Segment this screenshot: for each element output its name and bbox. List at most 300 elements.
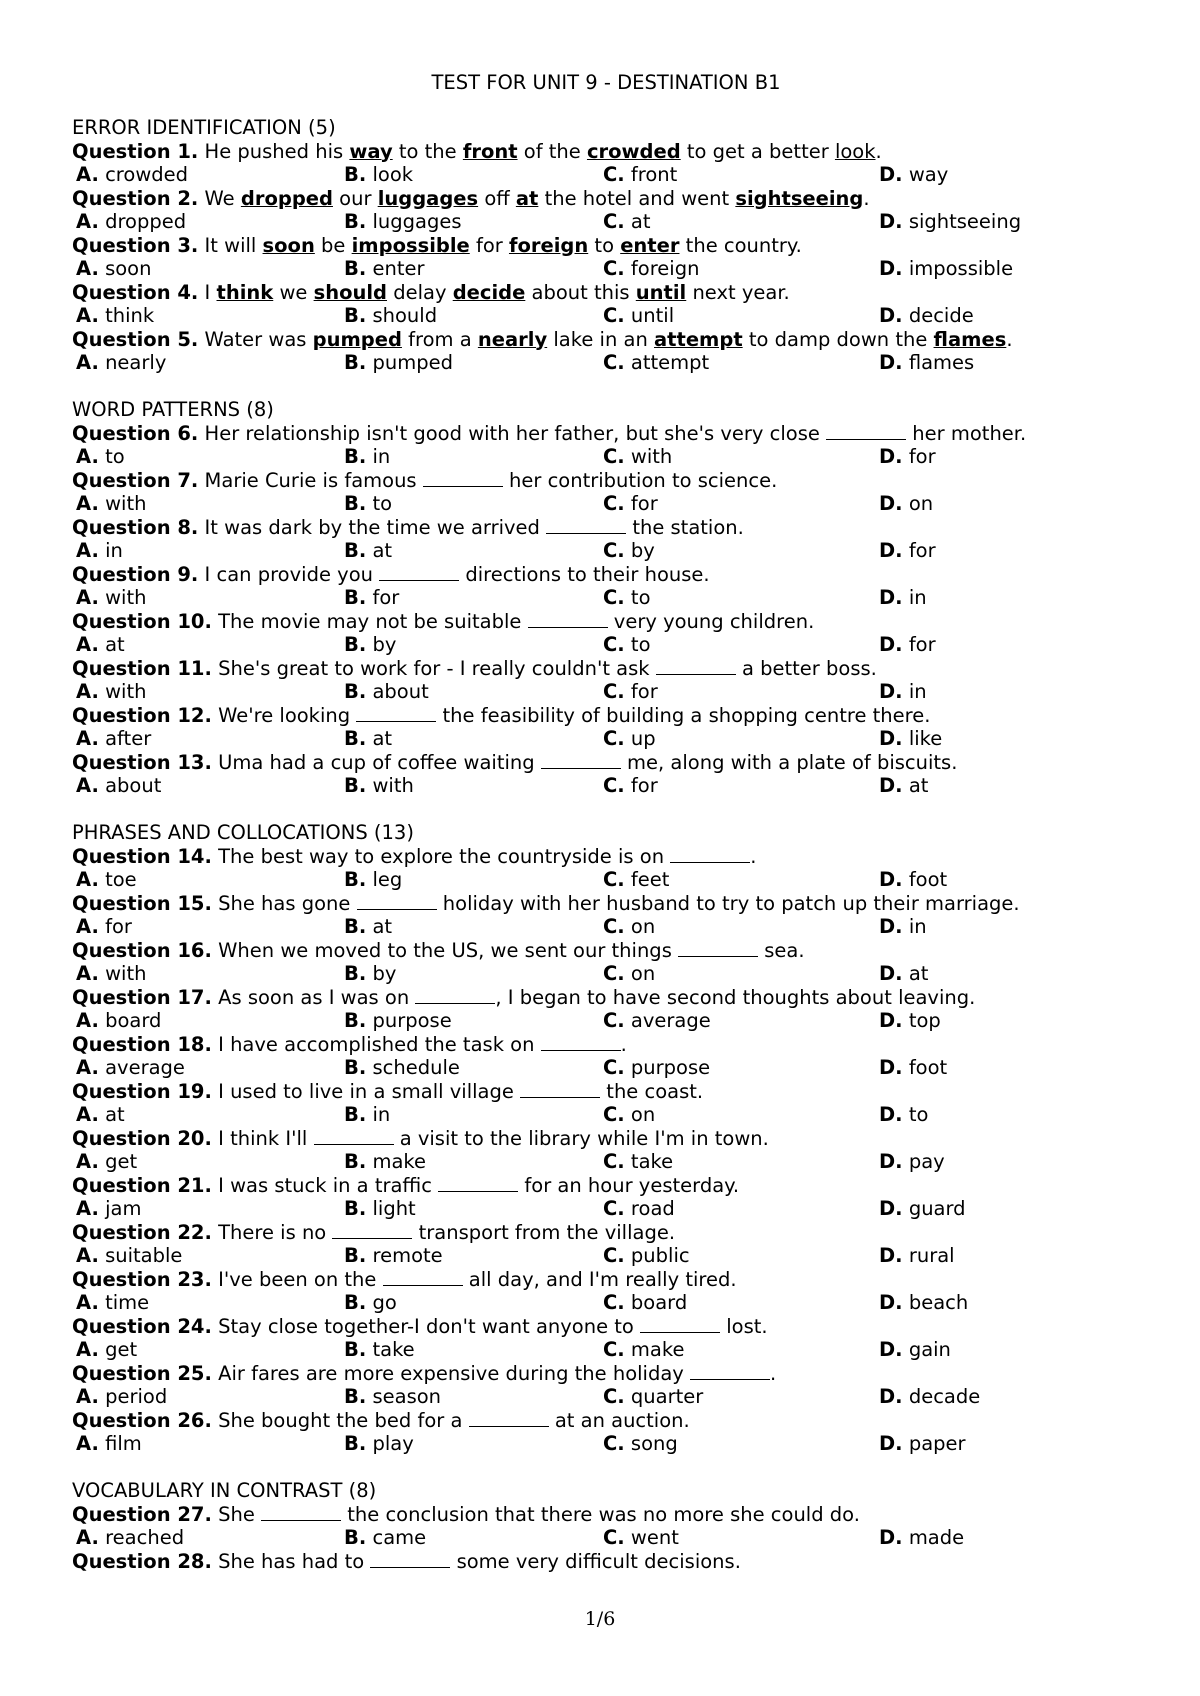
question-number: Question 1. bbox=[72, 139, 199, 163]
question-number: Question 10. bbox=[72, 609, 212, 633]
question-text bbox=[72, 939, 1140, 963]
answer-blank bbox=[520, 1082, 600, 1098]
answer-option-b bbox=[344, 1150, 426, 1174]
option-text: get bbox=[105, 1150, 138, 1173]
answer-option-d bbox=[879, 633, 936, 657]
option-text: about bbox=[105, 774, 162, 797]
option-text: board bbox=[630, 1291, 688, 1314]
question-fragment: Uma had a cup of coffee waiting bbox=[211, 750, 541, 774]
answer-option-a bbox=[76, 304, 154, 328]
question-fragment: to get a better bbox=[680, 139, 835, 163]
option-letter: C. bbox=[603, 1103, 625, 1126]
option-letter: D. bbox=[879, 1244, 903, 1267]
option-letter: A. bbox=[76, 304, 99, 327]
option-letter: D. bbox=[879, 1385, 903, 1408]
option-text: enter bbox=[372, 257, 425, 280]
option-letter: C. bbox=[603, 163, 625, 186]
question-fragment: lake in an bbox=[547, 327, 655, 351]
option-letter: B. bbox=[344, 680, 367, 703]
option-letter: C. bbox=[603, 492, 625, 515]
option-letter: C. bbox=[603, 1150, 625, 1173]
option-text: went bbox=[630, 1526, 679, 1549]
answer-option-c bbox=[603, 351, 709, 375]
answer-option-c bbox=[603, 1056, 710, 1080]
option-letter: D. bbox=[879, 1291, 903, 1314]
answer-option-b bbox=[344, 680, 429, 704]
option-text: look bbox=[372, 163, 414, 186]
answer-option-b bbox=[344, 633, 396, 657]
question-text bbox=[72, 140, 1140, 164]
option-letter: D. bbox=[879, 633, 903, 656]
question-text bbox=[72, 281, 1140, 305]
test-body bbox=[72, 116, 1140, 1573]
option-letter: B. bbox=[344, 539, 367, 562]
answer-options bbox=[72, 633, 1140, 657]
option-text: get bbox=[105, 1338, 138, 1361]
question-fragment: It was dark by the time we arrived bbox=[198, 515, 547, 539]
answer-option-c bbox=[603, 727, 656, 751]
option-text: soon bbox=[105, 257, 152, 280]
option-text: period bbox=[105, 1385, 168, 1408]
answer-blank bbox=[357, 894, 437, 910]
question-fragment: the country. bbox=[679, 233, 802, 257]
option-text: to bbox=[908, 1103, 929, 1126]
option-text: with bbox=[630, 445, 673, 468]
option-letter: C. bbox=[603, 962, 625, 985]
option-text: average bbox=[105, 1056, 185, 1079]
question-number: Question 15. bbox=[72, 891, 212, 915]
answer-option-b bbox=[344, 1291, 397, 1315]
question-number: Question 14. bbox=[72, 844, 212, 868]
option-text: at bbox=[372, 539, 393, 562]
answer-option-b bbox=[344, 1432, 414, 1456]
option-text: purpose bbox=[630, 1056, 711, 1079]
option-text: for bbox=[630, 680, 658, 703]
option-text: at bbox=[372, 727, 393, 750]
answer-blank bbox=[370, 1552, 450, 1568]
answer-options bbox=[72, 680, 1140, 704]
option-letter: B. bbox=[344, 915, 367, 938]
question-number: Question 27. bbox=[72, 1502, 212, 1526]
answer-option-c bbox=[603, 680, 658, 704]
option-text: by bbox=[372, 962, 397, 985]
answer-option-c bbox=[603, 445, 672, 469]
answer-option-d bbox=[879, 1244, 955, 1268]
answer-blank bbox=[415, 988, 495, 1004]
option-text: sightseeing bbox=[908, 210, 1022, 233]
option-letter: D. bbox=[879, 868, 903, 891]
option-text: pumped bbox=[372, 351, 453, 374]
underlined-word: attempt bbox=[654, 327, 743, 351]
answer-options bbox=[72, 1103, 1140, 1127]
question-fragment: It will bbox=[198, 233, 263, 257]
question-number: Question 26. bbox=[72, 1408, 212, 1432]
question-number: Question 4. bbox=[72, 280, 199, 304]
underlined-word: way bbox=[349, 139, 393, 163]
option-letter: C. bbox=[603, 680, 625, 703]
option-letter: A. bbox=[76, 257, 99, 280]
question-fragment: . bbox=[750, 844, 757, 868]
answer-option-d bbox=[879, 962, 928, 986]
option-letter: B. bbox=[344, 492, 367, 515]
option-letter: B. bbox=[344, 163, 367, 186]
answer-option-b bbox=[344, 868, 402, 892]
option-letter: C. bbox=[603, 351, 625, 374]
answer-option-b bbox=[344, 1385, 441, 1409]
option-text: impossible bbox=[908, 257, 1014, 280]
question-fragment: from a bbox=[401, 327, 478, 351]
option-letter: B. bbox=[344, 1291, 367, 1314]
option-letter: D. bbox=[879, 1197, 903, 1220]
underlined-word: luggages bbox=[377, 186, 479, 210]
option-letter: B. bbox=[344, 1197, 367, 1220]
question-fragment: She has gone bbox=[211, 891, 357, 915]
option-letter: C. bbox=[603, 586, 625, 609]
option-text: jam bbox=[105, 1197, 142, 1220]
question-fragment: for an hour yesterday. bbox=[518, 1173, 740, 1197]
option-letter: C. bbox=[603, 1244, 625, 1267]
answer-option-a bbox=[76, 210, 186, 234]
underlined-word: pumped bbox=[312, 327, 402, 351]
option-text: front bbox=[630, 163, 678, 186]
option-letter: B. bbox=[344, 1009, 367, 1032]
option-text: pay bbox=[908, 1150, 945, 1173]
answer-option-b bbox=[344, 1244, 443, 1268]
answer-option-c bbox=[603, 1103, 655, 1127]
option-text: at bbox=[105, 1103, 125, 1126]
option-text: should bbox=[372, 304, 438, 327]
option-text: with bbox=[105, 492, 147, 515]
question-fragment: Marie Curie is famous bbox=[198, 468, 423, 492]
answer-option-a bbox=[76, 962, 146, 986]
option-letter: B. bbox=[344, 1244, 367, 1267]
answer-option-d bbox=[879, 774, 928, 798]
option-text: song bbox=[630, 1432, 678, 1455]
option-text: flames bbox=[908, 351, 975, 374]
option-text: on bbox=[908, 492, 934, 515]
answer-options bbox=[72, 445, 1140, 469]
answer-option-c bbox=[603, 539, 655, 563]
answer-blank bbox=[541, 753, 621, 769]
answer-option-c bbox=[603, 210, 651, 234]
question-fragment: When we moved to the US, we sent our things bbox=[211, 938, 679, 962]
page-number: 1/6 bbox=[584, 1608, 616, 1630]
option-letter: B. bbox=[344, 633, 367, 656]
question-fragment: We're looking bbox=[211, 703, 357, 727]
option-letter: C. bbox=[603, 1009, 625, 1032]
option-letter: D. bbox=[879, 774, 903, 797]
option-letter: A. bbox=[76, 727, 99, 750]
question-fragment: I think I'll bbox=[211, 1126, 314, 1150]
option-text: leg bbox=[372, 868, 403, 891]
question-fragment: As soon as I was on bbox=[211, 985, 416, 1009]
answer-options bbox=[72, 351, 1140, 375]
option-text: attempt bbox=[630, 351, 710, 374]
option-letter: A. bbox=[76, 1526, 99, 1549]
answer-option-c bbox=[603, 1291, 687, 1315]
question-fragment: , I began to have second thoughts about leaving. bbox=[495, 985, 976, 1009]
question-fragment: off bbox=[478, 186, 516, 210]
question-fragment: She bbox=[211, 1502, 262, 1526]
answer-blank bbox=[469, 1411, 549, 1427]
answer-blank bbox=[640, 1317, 720, 1333]
question-fragment: I have accomplished the task on bbox=[211, 1032, 541, 1056]
answer-option-b bbox=[344, 445, 390, 469]
question-text bbox=[72, 1174, 1140, 1198]
option-letter: C. bbox=[603, 1056, 625, 1079]
answer-options bbox=[72, 304, 1140, 328]
option-letter: D. bbox=[879, 163, 903, 186]
option-letter: C. bbox=[603, 915, 625, 938]
option-text: nearly bbox=[105, 351, 167, 374]
question-fragment: transport from the village. bbox=[412, 1220, 676, 1244]
answer-blank bbox=[826, 424, 906, 440]
section-heading: VOCABULARY IN CONTRAST (8) bbox=[72, 1479, 377, 1502]
question-fragment: sea. bbox=[758, 938, 805, 962]
question-text bbox=[72, 610, 1140, 634]
question-number: Question 9. bbox=[72, 562, 199, 586]
option-letter: B. bbox=[344, 304, 367, 327]
option-letter: B. bbox=[344, 727, 367, 750]
answer-blank bbox=[656, 659, 736, 675]
question-fragment: I've been on the bbox=[211, 1267, 383, 1291]
option-letter: B. bbox=[344, 868, 367, 891]
question-fragment: the conclusion that there was no more she could do. bbox=[341, 1502, 860, 1526]
section-heading: PHRASES AND COLLOCATIONS (13) bbox=[72, 821, 414, 844]
answer-option-b bbox=[344, 304, 437, 328]
question-fragment: There is no bbox=[211, 1220, 333, 1244]
answer-option-c bbox=[603, 1009, 711, 1033]
answer-blank bbox=[541, 1035, 621, 1051]
answer-option-d bbox=[879, 1291, 968, 1315]
answer-option-a bbox=[76, 1150, 137, 1174]
question-fragment: . bbox=[620, 1032, 627, 1056]
question-text bbox=[72, 563, 1140, 587]
option-letter: D. bbox=[879, 492, 903, 515]
question-fragment: for bbox=[469, 233, 509, 257]
option-letter: A. bbox=[76, 1056, 99, 1079]
option-text: play bbox=[372, 1432, 414, 1455]
question-fragment: directions to their house. bbox=[459, 562, 710, 586]
answer-option-a bbox=[76, 1338, 137, 1362]
question-fragment: her mother. bbox=[906, 421, 1027, 445]
option-text: with bbox=[105, 586, 147, 609]
question-fragment: . bbox=[770, 1361, 777, 1385]
option-letter: A. bbox=[76, 1150, 99, 1173]
option-text: came bbox=[372, 1526, 427, 1549]
question-number: Question 3. bbox=[72, 233, 199, 257]
answer-options bbox=[72, 1526, 1140, 1550]
option-letter: C. bbox=[603, 1432, 625, 1455]
answer-options bbox=[72, 257, 1140, 281]
answer-option-d bbox=[879, 351, 974, 375]
option-text: for bbox=[908, 445, 936, 468]
answer-option-c bbox=[603, 304, 674, 328]
answer-options bbox=[72, 210, 1140, 234]
question-fragment: very young children. bbox=[607, 609, 815, 633]
question-fragment: the hotel and went bbox=[538, 186, 736, 210]
answer-option-a bbox=[76, 351, 166, 375]
question-fragment: all day, and I'm really tired. bbox=[462, 1267, 737, 1291]
option-letter: A. bbox=[76, 539, 99, 562]
answer-options bbox=[72, 1385, 1140, 1409]
answer-option-b bbox=[344, 492, 392, 516]
option-text: in bbox=[105, 539, 123, 562]
question-fragment: I was stuck in a traffic bbox=[211, 1173, 439, 1197]
question-fragment: I can provide you bbox=[198, 562, 380, 586]
answer-option-b bbox=[344, 1338, 415, 1362]
section-heading: WORD PATTERNS (8) bbox=[72, 398, 274, 421]
answer-option-d bbox=[879, 727, 942, 751]
option-letter: C. bbox=[603, 1338, 625, 1361]
option-letter: C. bbox=[603, 1385, 625, 1408]
answer-option-d bbox=[879, 1056, 947, 1080]
option-letter: B. bbox=[344, 351, 367, 374]
question-fragment: the feasibility of building a shopping centre there. bbox=[436, 703, 931, 727]
answer-option-d bbox=[879, 445, 936, 469]
section bbox=[72, 398, 1140, 798]
question-fragment: The best way to explore the countryside is on bbox=[211, 844, 671, 868]
question-fragment: to damp down the bbox=[742, 327, 934, 351]
question-text bbox=[72, 1033, 1140, 1057]
option-letter: C. bbox=[603, 1197, 625, 1220]
option-text: board bbox=[105, 1009, 162, 1032]
answer-option-c bbox=[603, 962, 655, 986]
underlined-word: at bbox=[515, 186, 539, 210]
answer-option-d bbox=[879, 1526, 964, 1550]
underlined-word: flames bbox=[933, 327, 1007, 351]
answer-option-c bbox=[603, 1244, 690, 1268]
answer-options bbox=[72, 1338, 1140, 1362]
option-text: toe bbox=[105, 868, 137, 891]
question-text bbox=[72, 516, 1140, 540]
answer-option-d bbox=[879, 1432, 966, 1456]
answer-option-c bbox=[603, 492, 658, 516]
question-fragment: to the bbox=[392, 139, 463, 163]
answer-options bbox=[72, 1197, 1140, 1221]
answer-option-b bbox=[344, 1103, 390, 1127]
option-text: for bbox=[908, 633, 936, 656]
option-text: in bbox=[372, 445, 391, 468]
option-letter: D. bbox=[879, 1056, 903, 1079]
answer-option-a bbox=[76, 868, 137, 892]
question-text bbox=[72, 845, 1140, 869]
option-text: go bbox=[372, 1291, 397, 1314]
question-text bbox=[72, 234, 1140, 258]
answer-option-d bbox=[879, 1103, 928, 1127]
question-number: Question 25. bbox=[72, 1361, 212, 1385]
option-text: foot bbox=[908, 1056, 948, 1079]
answer-option-a bbox=[76, 915, 132, 939]
answer-option-d bbox=[879, 1338, 951, 1362]
answer-option-d bbox=[879, 210, 1021, 234]
option-letter: A. bbox=[76, 1291, 99, 1314]
question-number: Question 21. bbox=[72, 1173, 212, 1197]
answer-options bbox=[72, 1291, 1140, 1315]
question-fragment: next year. bbox=[686, 280, 790, 304]
answer-blank bbox=[690, 1364, 770, 1380]
answer-blank bbox=[332, 1223, 412, 1239]
option-text: until bbox=[630, 304, 675, 327]
option-letter: A. bbox=[76, 163, 99, 186]
underlined-word: dropped bbox=[240, 186, 333, 210]
option-text: take bbox=[630, 1150, 674, 1173]
section bbox=[72, 116, 1140, 375]
option-letter: A. bbox=[76, 868, 99, 891]
option-text: in bbox=[908, 586, 927, 609]
option-text: think bbox=[105, 304, 155, 327]
option-letter: D. bbox=[879, 304, 903, 327]
question-number: Question 12. bbox=[72, 703, 212, 727]
underlined-word: decide bbox=[452, 280, 526, 304]
question-text bbox=[72, 657, 1140, 681]
option-text: for bbox=[630, 492, 658, 515]
answer-options bbox=[72, 1150, 1140, 1174]
answer-option-a bbox=[76, 680, 146, 704]
answer-option-a bbox=[76, 1432, 142, 1456]
answer-options bbox=[72, 962, 1140, 986]
answer-option-d bbox=[879, 1197, 966, 1221]
underlined-word: until bbox=[635, 280, 687, 304]
answer-blank bbox=[678, 941, 758, 957]
question-fragment: I bbox=[198, 280, 217, 304]
option-text: schedule bbox=[372, 1056, 460, 1079]
underlined-word: enter bbox=[620, 233, 680, 257]
answer-option-b bbox=[344, 727, 392, 751]
answer-option-d bbox=[879, 1150, 945, 1174]
question-fragment: we bbox=[273, 280, 314, 304]
option-text: for bbox=[908, 539, 936, 562]
question-fragment: Stay close together-I don't want anyone to bbox=[211, 1314, 641, 1338]
answer-option-d bbox=[879, 868, 947, 892]
question-fragment: She bought the bed for a bbox=[211, 1408, 469, 1432]
question-fragment: the coast. bbox=[600, 1079, 704, 1103]
answer-option-a bbox=[76, 1009, 161, 1033]
question-text bbox=[72, 1362, 1140, 1386]
option-letter: C. bbox=[603, 868, 625, 891]
question-number: Question 6. bbox=[72, 421, 199, 445]
option-letter: B. bbox=[344, 445, 367, 468]
option-text: in bbox=[908, 915, 927, 938]
answer-option-c bbox=[603, 163, 677, 187]
answer-option-b bbox=[344, 915, 392, 939]
answer-blank bbox=[379, 565, 459, 581]
question-number: Question 17. bbox=[72, 985, 212, 1009]
option-letter: C. bbox=[603, 210, 625, 233]
answer-option-a bbox=[76, 539, 123, 563]
section bbox=[72, 821, 1140, 1456]
answer-option-c bbox=[603, 1150, 673, 1174]
answer-option-c bbox=[603, 633, 651, 657]
question-fragment: the station. bbox=[626, 515, 744, 539]
answer-option-b bbox=[344, 163, 413, 187]
option-text: time bbox=[105, 1291, 150, 1314]
question-fragment: of the bbox=[517, 139, 587, 163]
question-fragment: be bbox=[314, 233, 352, 257]
option-text: with bbox=[372, 774, 414, 797]
question-fragment: our bbox=[332, 186, 378, 210]
option-letter: B. bbox=[344, 1056, 367, 1079]
question-fragment: a better boss. bbox=[735, 656, 877, 680]
question-text bbox=[72, 1503, 1140, 1527]
question-text bbox=[72, 986, 1140, 1010]
option-letter: B. bbox=[344, 586, 367, 609]
option-letter: A. bbox=[76, 351, 99, 374]
option-letter: B. bbox=[344, 774, 367, 797]
question-number: Question 2. bbox=[72, 186, 199, 210]
answer-option-c bbox=[603, 868, 669, 892]
option-text: at bbox=[908, 962, 929, 985]
